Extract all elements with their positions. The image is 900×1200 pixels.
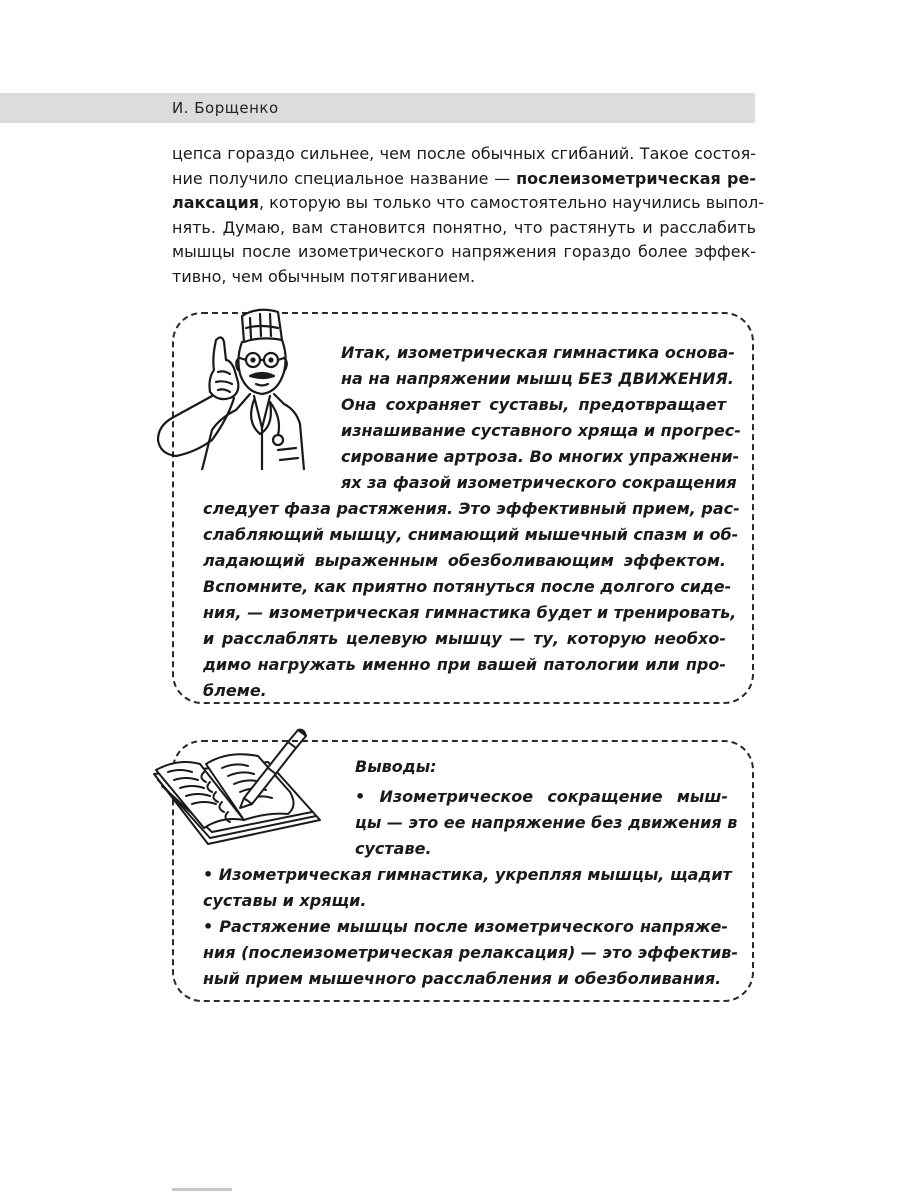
- note-line: Она сохраняет суставы, предотвращает: [341, 395, 726, 414]
- intro-line: [172, 191, 764, 216]
- conclusion-line: ния (послеизометрическая релаксация) — это эффектив-: [203, 943, 738, 962]
- note-line: димо нагружать именно при вашей патологии или про-: [203, 655, 726, 674]
- intro-line: [172, 167, 756, 192]
- note-line: блеме.: [203, 681, 267, 700]
- note-line: Итак, изометрическая гимнастика основа-: [341, 343, 735, 362]
- term-bold: лаксация: [172, 193, 259, 213]
- note-line: ях за фазой изометрического сокращения: [341, 473, 737, 492]
- term-bold: послеизометрическая ре-: [516, 168, 757, 188]
- note-line: ния, — изометрическая гимнастика будет и тренировать,: [203, 603, 737, 622]
- note-line: на на напряжении мышц БЕЗ ДВИЖЕНИЯ.: [341, 369, 734, 388]
- author-name: И. Борщенко: [172, 99, 279, 117]
- note-line: следует фаза растяжения. Это эффективный прием, рас-: [203, 499, 740, 518]
- note-line: ладающий выраженным обезболивающим эффектом.: [203, 551, 726, 570]
- running-head: [0, 93, 755, 123]
- intro-line: нять. Думаю, вам становится понятно, что растянуть и расслабить: [172, 217, 756, 237]
- intro-paragraph: [172, 142, 764, 290]
- note-line: Вспомните, как приятно потянуться после долгого сиде-: [203, 577, 732, 596]
- note-line: слабляющий мышцу, снимающий мышечный спазм и об-: [203, 525, 739, 544]
- doctor-pointing-icon: [150, 300, 318, 470]
- intro-line: мышцы после изометрического напряжения гораздо более эффек-: [172, 242, 756, 262]
- footer-rule: [172, 1188, 232, 1191]
- intro-line: цепса гораздо сильнее, чем после обычных сгибаний. Такое состоя-: [172, 144, 756, 163]
- conclusion-line: ный прием мышечного расслабления и обезболивания.: [203, 969, 722, 988]
- intro-line: тивно, чем обычным потягиванием.: [172, 266, 476, 286]
- intro-text: , которую вы только что самостоятельно научились выпол-: [259, 193, 764, 213]
- note-line: сирование артроза. Во многих упражнени-: [341, 447, 740, 466]
- conclusion-line: • Изометрическое сокращение мыш-: [355, 787, 728, 806]
- conclusion-line: цы — это ее напряжение без движения в: [355, 813, 738, 832]
- intro-text: ние получило специальное название —: [172, 168, 517, 188]
- note-line: и расслаблять целевую мышцу — ту, которую необхо-: [203, 629, 726, 648]
- conclusion-line: суставы и хрящи.: [203, 891, 367, 910]
- conclusion-line: суставе.: [355, 839, 432, 858]
- note-line: изнашивание суставного хряща и прогрес-: [341, 421, 741, 440]
- conclusion-line: • Изометрическая гимнастика, укрепляя мышцы, щадит: [203, 865, 732, 884]
- conclusion-line: • Растяжение мышцы после изометрического напряже-: [203, 917, 728, 936]
- notebook-with-pen-icon: [148, 728, 328, 846]
- conclusions-title: Выводы:: [355, 757, 437, 776]
